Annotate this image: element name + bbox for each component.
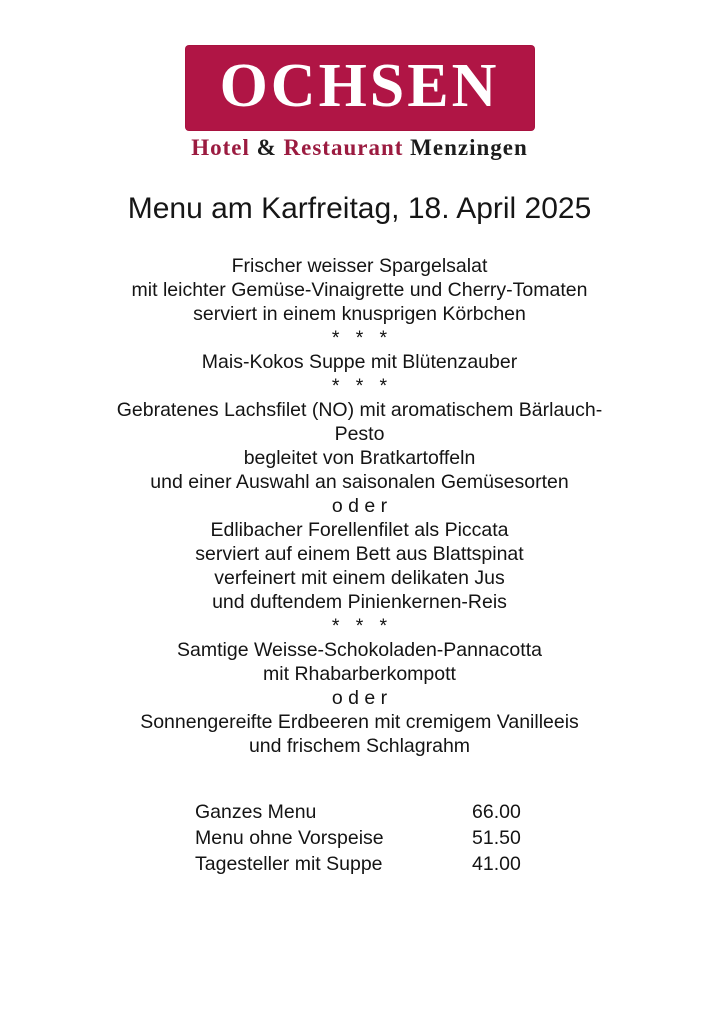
menu-line-main2-2: serviert auf einem Bett aus Blattspinat bbox=[195, 543, 524, 565]
menu-line-main1-3: begleitet von Bratkartoffeln bbox=[243, 447, 476, 469]
tagline-place: Menzingen bbox=[410, 135, 528, 160]
price-row-no-starter bbox=[195, 825, 719, 851]
price-value: 51.50 bbox=[472, 827, 521, 849]
tagline-ampersand: & bbox=[256, 135, 277, 160]
menu-line-dessert1-2: mit Rhabarberkompott bbox=[263, 663, 456, 685]
or-separator: o d e r bbox=[331, 687, 388, 709]
menu-line-main2-1: Edlibacher Forellenfilet als Piccata bbox=[210, 519, 509, 541]
star-separator: * * * bbox=[331, 375, 388, 397]
tagline-hotel: Hotel bbox=[191, 135, 250, 160]
menu-line-main2-3: verfeinert mit einem delikaten Jus bbox=[214, 567, 505, 589]
menu-line-dessert1-1: Samtige Weisse-Schokoladen-Pannacotta bbox=[177, 639, 542, 661]
star-separator: * * * bbox=[331, 615, 388, 637]
logo-box bbox=[186, 46, 534, 130]
star-separator: * * * bbox=[331, 327, 388, 349]
price-row-full-menu bbox=[195, 799, 719, 825]
menu-body bbox=[0, 254, 719, 758]
menu-line-starter-2: mit leichter Gemüse-Vinaigrette und Cherry-Tomaten bbox=[131, 279, 588, 301]
price-value: 41.00 bbox=[472, 853, 521, 875]
restaurant-logo bbox=[0, 46, 719, 161]
menu-line-main2-4: und duftendem Pinienkernen-Reis bbox=[212, 591, 507, 613]
page-title: Menu am Karfreitag, 18. April 2025 bbox=[127, 192, 592, 225]
or-separator: o d e r bbox=[331, 495, 388, 517]
menu-line-soup: Mais-Kokos Suppe mit Blütenzauber bbox=[201, 351, 518, 373]
price-row-daily-plate bbox=[195, 851, 719, 877]
price-label: Ganzes Menu bbox=[195, 801, 317, 823]
price-list bbox=[0, 799, 719, 877]
tagline-restaurant: Restaurant bbox=[283, 135, 404, 160]
logo-wordmark: OCHSEN bbox=[219, 52, 500, 120]
price-label: Tagesteller mit Suppe bbox=[195, 853, 383, 875]
menu-line-dessert2-2: und frischem Schlagrahm bbox=[248, 735, 471, 757]
menu-line-main1-1: Gebratenes Lachsfilet (NO) mit aromatischem Bärlauch- bbox=[116, 399, 603, 421]
menu-line-dessert2-1: Sonnengereifte Erdbeeren mit cremigem Vanilleeis bbox=[140, 711, 579, 733]
menu-line-main1-2: Pesto bbox=[334, 423, 385, 445]
price-label: Menu ohne Vorspeise bbox=[195, 827, 384, 849]
menu-line-starter-1: Frischer weisser Spargelsalat bbox=[231, 255, 488, 277]
menu-line-starter-3: serviert in einem knusprigen Körbchen bbox=[193, 303, 526, 325]
price-value: 66.00 bbox=[472, 801, 521, 823]
menu-line-main1-4: und einer Auswahl an saisonalen Gemüsesorten bbox=[150, 471, 569, 493]
logo-tagline bbox=[0, 134, 719, 161]
